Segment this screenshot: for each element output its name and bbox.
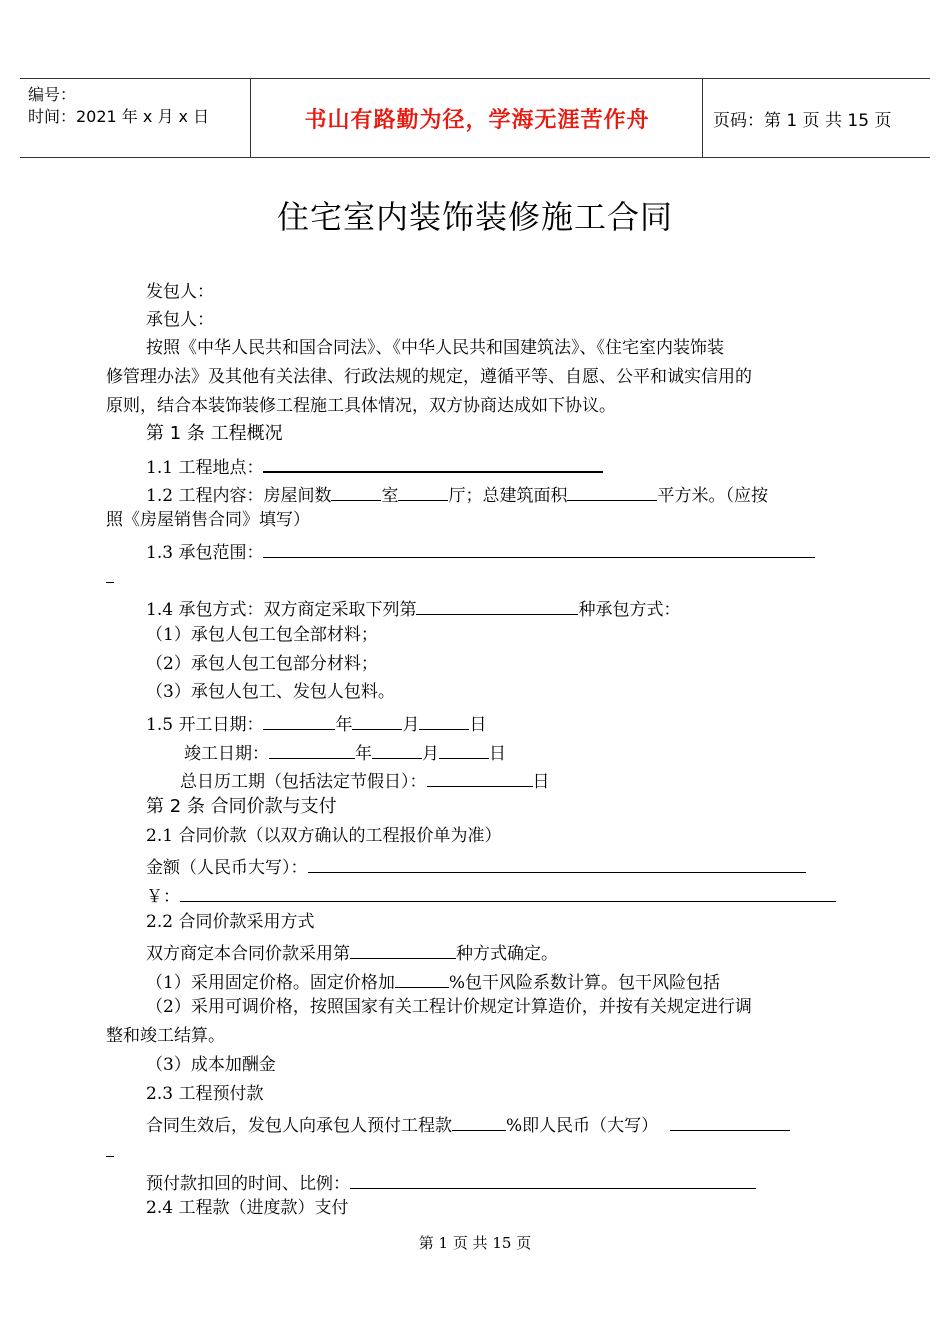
clause-2-3: 2.3 工程预付款 [146, 1084, 264, 1104]
prepay-continuation-mark [106, 1156, 114, 1157]
clause-1-2-room: 室 [381, 486, 399, 506]
clause-1-4 [146, 596, 680, 620]
clause-1-5-start [146, 711, 486, 735]
header-meta [20, 79, 251, 157]
price-option-1 [146, 969, 720, 993]
blank-end-year [269, 740, 355, 759]
time-label: 时间：2021 年 x 月 x 日 [28, 107, 210, 126]
amount-figure-label: ￥： [146, 887, 180, 907]
clause-1-2 [146, 482, 768, 506]
end-date-label: 竣工日期： [184, 744, 269, 764]
clause-1-5-total [180, 768, 550, 792]
section-2-heading: 第 2 条 合同价款与支付 [146, 796, 337, 817]
deduction-line [146, 1170, 756, 1194]
blank-deduction [350, 1170, 756, 1189]
prepayment-rmb-label: %即人民币（大写） [506, 1116, 659, 1136]
preamble-line-2: 修管理办法》及其他有关法律、行政法规的规定，遵循平等、自愿、公平和诚实信用的 [106, 367, 752, 387]
year-label: 年 [335, 715, 353, 735]
month-label: 月 [422, 744, 439, 764]
clause-1-2-label: 1.2 工程内容：房屋间数 [146, 486, 332, 506]
clause-1-1-label: 1.1 工程地点： [146, 458, 264, 478]
day-label: 日 [469, 715, 487, 735]
price-method-label: 双方商定本合同价款采用第 [146, 944, 350, 964]
page-footer: 第 1 页 共 15 页 [418, 1234, 532, 1252]
prepayment-line [146, 1112, 790, 1136]
price-option-2-cont: 整和竣工结算。 [106, 1026, 225, 1046]
blank-site [263, 453, 603, 473]
fixed-price-label: （1）采用固定价格。固定价格加 [146, 973, 395, 993]
year-label: 年 [355, 744, 372, 764]
blank-halls [398, 482, 448, 501]
amount-words-line [146, 854, 806, 878]
blank-scope [263, 539, 815, 558]
blank-amount-figure [180, 883, 836, 902]
clause-1-3 [146, 539, 815, 563]
blank-start-day [419, 711, 469, 730]
clause-1-3-label: 1.3 承包范围： [146, 543, 264, 563]
clause-1-2-cont: 照《房屋销售合同》填写） [106, 510, 310, 530]
section-1-heading: 第 1 条 工程概况 [146, 423, 283, 444]
price-option-3: （3）成本加酬金 [146, 1055, 276, 1075]
clause-2-4: 2.4 工程款（进度款）支付 [146, 1198, 349, 1218]
clause-2-2: 2.2 合同价款采用方式 [146, 912, 315, 932]
party-a-line: 发包人： [146, 282, 214, 302]
header-page-info: 页码：第 1 页 共 15 页 [713, 110, 892, 131]
blank-total-days [427, 768, 533, 787]
blank-start-month [352, 711, 402, 730]
blank-end-month [372, 740, 422, 759]
blank-price-method [350, 940, 456, 959]
clause-2-1: 2.1 合同价款（以双方确认的工程报价单为准） [146, 826, 502, 846]
blank-risk-rate [395, 969, 449, 988]
price-option-2: （2）采用可调价格，按照国家有关工程计价规定计算造价，并按有关规定进行调 [146, 997, 752, 1017]
preamble-line-1: 按照《中华人民共和国合同法》、《中华人民共和国建筑法》、《住宅室内装饰装 [146, 338, 724, 358]
preamble-line-3: 原则，结合本装饰装修工程施工具体情况，双方协商达成如下协议。 [106, 396, 616, 416]
option-3: （3）承包人包工、发包人包料。 [146, 682, 395, 702]
document-title: 住宅室内装饰装修施工合同 [276, 198, 673, 236]
clause-1-4-label: 1.4 承包方式：双方商定采取下列第 [146, 600, 417, 620]
fixed-price-suffix: %包干风险系数计算。包干风险包括 [448, 973, 720, 993]
clause-2-2-method [146, 940, 558, 964]
start-date-label: 1.5 开工日期： [146, 715, 264, 735]
party-b-line: 承包人： [146, 310, 214, 330]
amount-figure-line [146, 883, 836, 907]
clause-1-2-area-label: 厅；总建筑面积 [448, 486, 568, 506]
clause-1-5-end [184, 740, 506, 764]
clause-1-4-suffix: 种承包方式： [578, 600, 681, 620]
blank-start-year [263, 711, 335, 730]
amount-words-label: 金额（人民币大写）： [146, 858, 308, 878]
code-label: 编号： [28, 85, 77, 104]
blank-amount-words [308, 854, 806, 873]
blank-end-day [439, 740, 489, 759]
blank-prepay-rate [452, 1112, 506, 1131]
option-1: （1）承包人包工包全部材料； [146, 625, 378, 645]
blank-rooms [331, 482, 381, 501]
blank-prepay-amount [670, 1112, 790, 1131]
clause-1-1 [146, 453, 603, 478]
prepayment-label: 合同生效后，发包人向承包人预付工程款 [146, 1116, 452, 1136]
clause-1-2-unit: 平方米。（应按 [657, 486, 768, 506]
deduction-label: 预付款扣回的时间、比例： [146, 1174, 350, 1194]
scope-continuation-mark [106, 582, 114, 583]
month-label: 月 [402, 715, 420, 735]
header-motto: 书山有路勤为径，学海无涯苦作舟 [252, 79, 703, 157]
blank-method [416, 596, 578, 615]
price-method-suffix: 种方式确定。 [456, 944, 558, 964]
blank-area [567, 482, 657, 501]
total-duration-label: 总日历工期（包括法定节假日）： [180, 772, 427, 792]
day-label: 日 [532, 772, 550, 792]
option-2: （2）承包人包工包部分材料； [146, 654, 378, 674]
page-header [20, 78, 930, 158]
day-label: 日 [489, 744, 506, 764]
